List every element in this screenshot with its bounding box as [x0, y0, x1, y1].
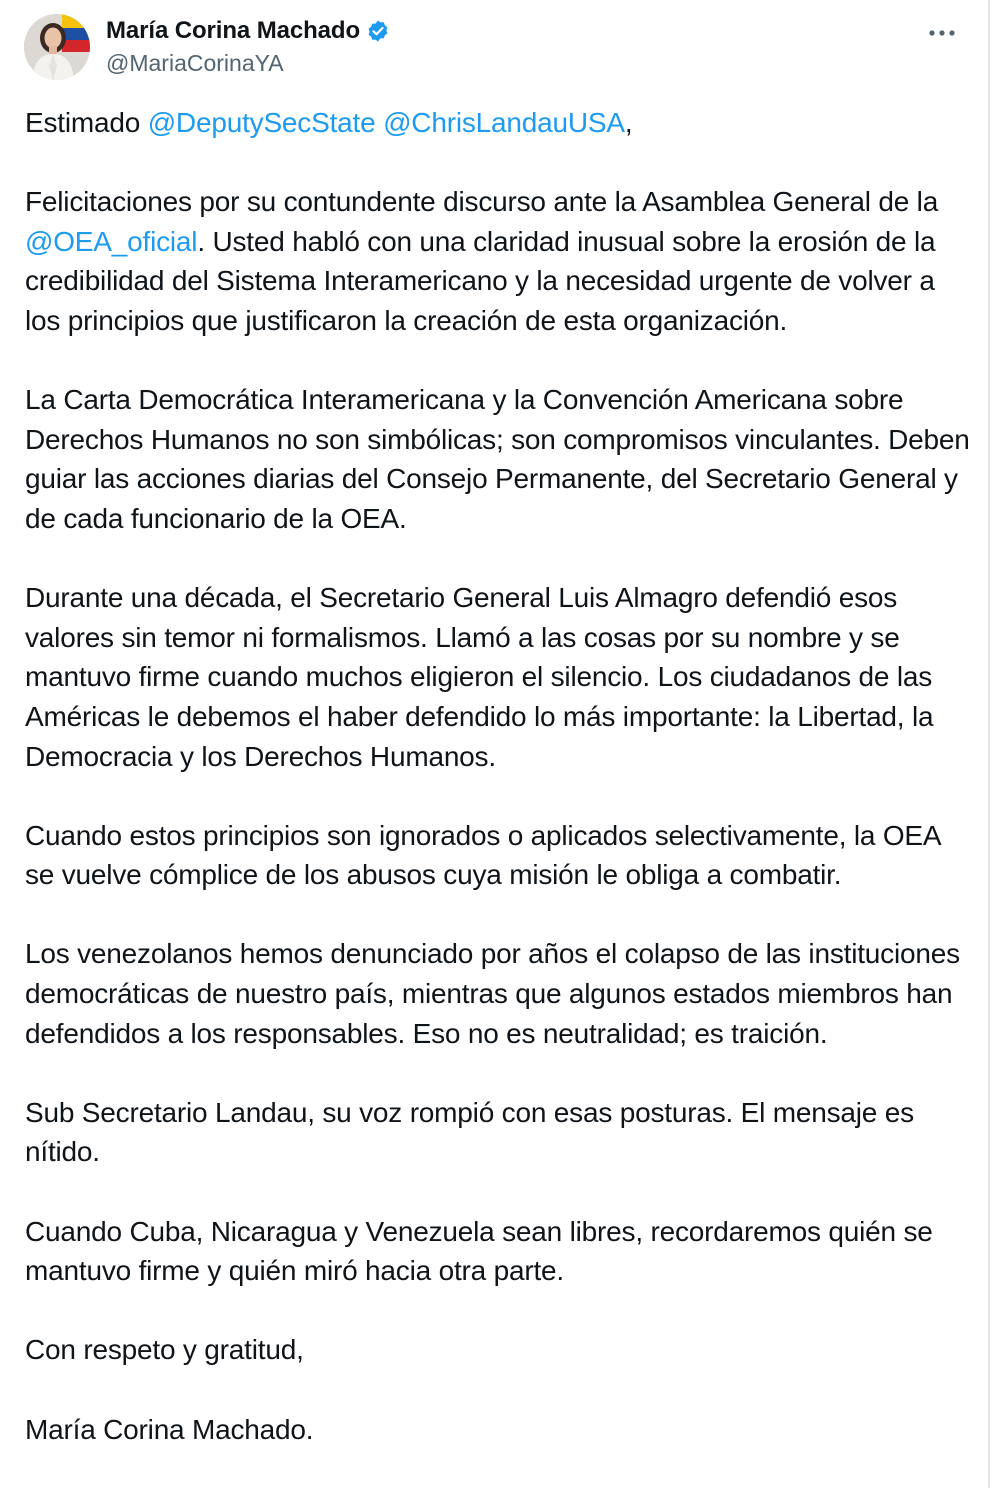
mention-chrislandauusa[interactable]: @ChrisLandauUSA [383, 107, 625, 138]
tweet-text [25, 103, 970, 1489]
verified-badge-icon [366, 19, 390, 43]
tweet-paragraph-7: Cuando Cuba, Nicaragua y Venezuela sean libres, recordaremos quién se mantuvo firme y quién miró hacia otra parte. [25, 1215, 933, 1287]
avatar-photo [24, 14, 90, 80]
more-options-button[interactable] [924, 18, 960, 48]
tweet-paragraph-8: Con respeto y gratitud, [25, 1334, 304, 1366]
tweet-paragraph-3: Durante una década, el Secretario General Luis Almagro defendió esos valores sin temor ni formalismos. Llamó a las cosas por su nombre y se mantuvo firme cuando muchos eligieron el silencio. Los ciudadanos de las Américas le debemos el haber defendido lo más importante: la Libertad, la Democracia y los Derechos Humanos. [25, 582, 934, 772]
paragraph-1-before: Felicitaciones por su contundente discurso ante la Asamblea General de la [25, 186, 939, 218]
more-horizontal-icon [928, 29, 956, 37]
tweet-paragraph-greeting [25, 103, 970, 143]
author-handle[interactable]: @MariaCorinaYA [106, 50, 284, 76]
greeting-text: Estimado [25, 107, 148, 138]
greeting-space [375, 107, 383, 138]
author-display-name[interactable]: María Corina Machado [106, 17, 361, 44]
author-avatar[interactable] [24, 14, 90, 80]
tweet-paragraph-2: La Carta Democrática Interamericana y la Convención Americana sobre Derechos Humanos no son simbólicas; son compromisos vinculantes. Deben guiar las acciones diarias del Consejo Permanente, del Secretario General y de cada funcionario de la OEA. [25, 384, 970, 534]
paragraph-1-after: . Usted habló con una claridad inusual sobre la erosión de la credibilidad del Sistema Interamericano y la necesidad urgente de volver a los principios que justificaron la creación de esta organización. [25, 225, 936, 336]
name-row [106, 16, 390, 46]
greeting-comma: , [624, 107, 633, 138]
mention-deputysecstate[interactable]: @DeputySecState [147, 107, 376, 138]
tweet-header [24, 12, 974, 84]
tweet-paragraph-1 [25, 182, 970, 340]
tweet-paragraph-9: María Corina Machado. [25, 1413, 314, 1445]
tweet-paragraph-6: Sub Secretario Landau, su voz rompió con esas posturas. El mensaje es nítido. [25, 1096, 914, 1168]
tweet-paragraph-4: Cuando estos principios son ignorados o aplicados selectivamente, la OEA se vuelve cómplice de los abusos cuya misión le obliga a combatir. [25, 819, 940, 891]
mention-oea-oficial[interactable]: @OEA_oficial [25, 225, 198, 257]
tweet-paragraph-5: Los venezolanos hemos denunciado por años el colapso de las instituciones democráticas de nuestro país, mientras que algunos estados miembros han defendidos a los responsables. Eso no es neutralidad; es traición. [25, 938, 960, 1049]
